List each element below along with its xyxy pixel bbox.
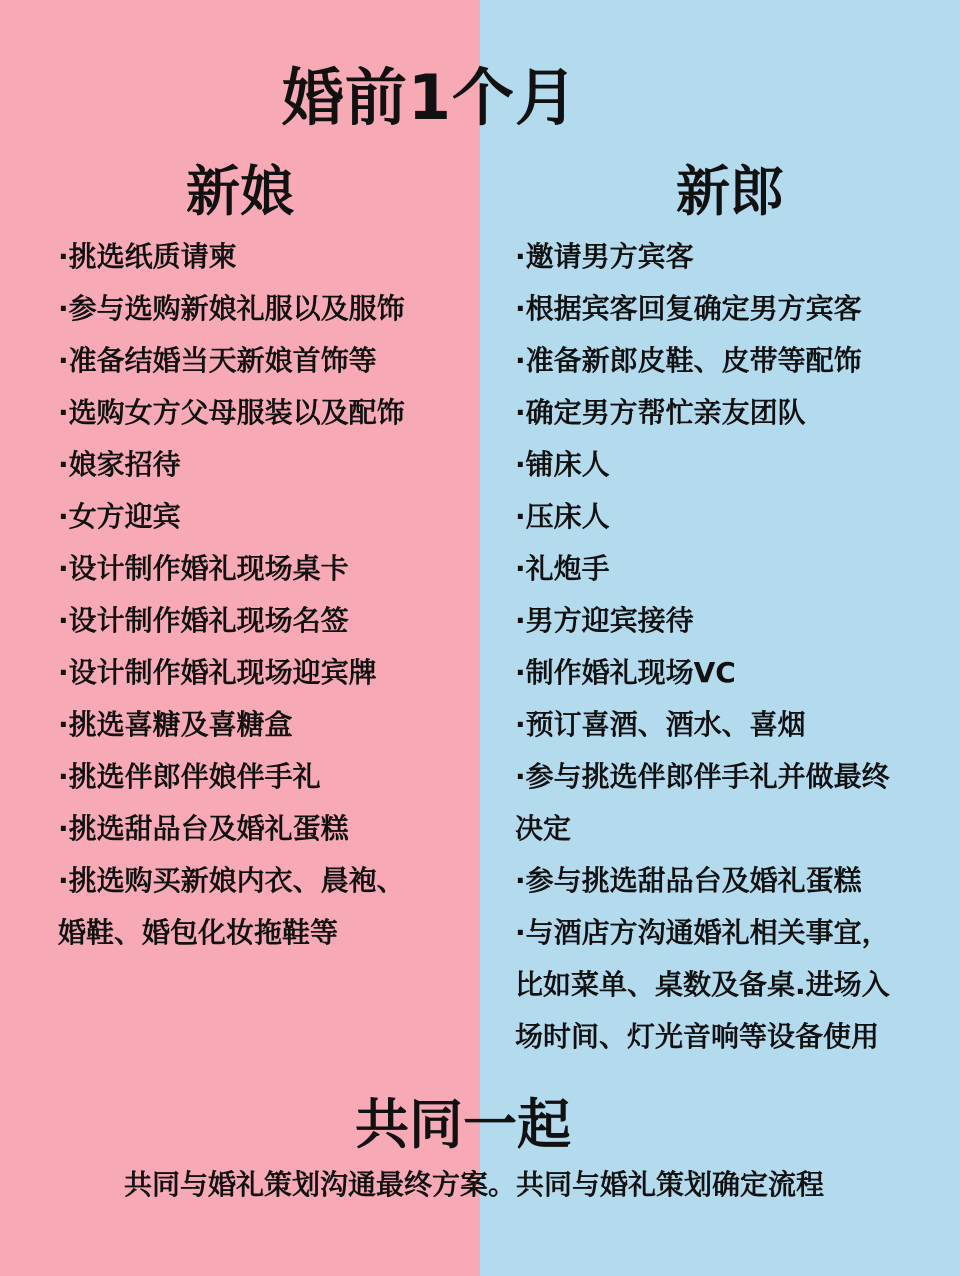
list-item <box>515 543 945 595</box>
list-item-text: ·参与挑选伴郎伴手礼并做最终 决定 <box>515 760 890 845</box>
list-item <box>515 855 945 907</box>
list-item-text: ·设计制作婚礼现场桌卡 <box>58 552 349 585</box>
list-item <box>515 283 945 335</box>
together-description: 共同与婚礼策划沟通最终方案。共同与婚礼策划确定流程 <box>123 1168 824 1201</box>
list-item <box>515 699 945 751</box>
list-item <box>58 491 468 543</box>
list-item-text: ·选购女方父母服装以及配饰 <box>58 396 405 429</box>
list-item-text: ·制作婚礼现场VC <box>515 656 736 689</box>
list-item <box>58 595 468 647</box>
list-item-text: ·女方迎宾 <box>58 500 181 533</box>
groom-heading: 新郎 <box>676 160 784 223</box>
list-item <box>58 751 468 803</box>
list-item-text: ·设计制作婚礼现场名签 <box>58 604 349 637</box>
list-item-text: ·压床人 <box>515 500 610 533</box>
list-item <box>515 231 945 283</box>
list-item <box>58 231 468 283</box>
list-item-text: ·男方迎宾接待 <box>515 604 694 637</box>
list-item <box>515 387 945 439</box>
list-item-text: ·参与选购新娘礼服以及服饰 <box>58 292 405 325</box>
list-item-text: ·挑选购买新娘内衣、晨袍、 婚鞋、婚包化妆拖鞋等 <box>58 864 405 949</box>
list-item <box>515 647 945 699</box>
list-item-text: ·邀请男方宾客 <box>515 240 694 273</box>
bride-task-list <box>58 231 468 959</box>
list-item-text: ·挑选纸质请柬 <box>58 240 237 273</box>
list-item <box>58 647 468 699</box>
page-title: 婚前1个月 <box>281 61 579 134</box>
list-item-text: ·挑选甜品台及婚礼蛋糕 <box>58 812 349 845</box>
list-item-text: ·准备结婚当天新娘首饰等 <box>58 344 377 377</box>
list-item <box>58 335 468 387</box>
list-item-text: ·挑选喜糖及喜糖盒 <box>58 708 293 741</box>
list-item <box>515 751 945 855</box>
groom-task-list <box>515 231 945 1063</box>
list-item-text: ·确定男方帮忙亲友团队 <box>515 396 806 429</box>
bride-heading: 新娘 <box>186 160 294 223</box>
list-item <box>515 595 945 647</box>
list-item <box>515 491 945 543</box>
list-item-text: ·铺床人 <box>515 448 610 481</box>
list-item-text: ·设计制作婚礼现场迎宾牌 <box>58 656 377 689</box>
list-item <box>58 855 468 959</box>
list-item <box>515 907 945 1063</box>
together-heading: 共同一起 <box>355 1093 571 1156</box>
list-item <box>515 439 945 491</box>
list-item-text: ·准备新郎皮鞋、皮带等配饰 <box>515 344 862 377</box>
list-item-text: ·预订喜酒、酒水、喜烟 <box>515 708 806 741</box>
list-item <box>58 699 468 751</box>
list-item <box>58 543 468 595</box>
list-item <box>58 803 468 855</box>
list-item <box>58 283 468 335</box>
list-item <box>58 387 468 439</box>
list-item-text: ·娘家招待 <box>58 448 181 481</box>
list-item-text: ·挑选伴郎伴娘伴手礼 <box>58 760 321 793</box>
list-item <box>515 335 945 387</box>
list-item-text: ·参与挑选甜品台及婚礼蛋糕 <box>515 864 862 897</box>
list-item-text: ·根据宾客回复确定男方宾客 <box>515 292 862 325</box>
list-item-text: ·礼炮手 <box>515 552 610 585</box>
list-item-text: ·与酒店方沟通婚礼相关事宜， 比如菜单、桌数及备桌.进场入 场时间、灯光音响等设备使用 <box>515 916 890 1053</box>
list-item <box>58 439 468 491</box>
